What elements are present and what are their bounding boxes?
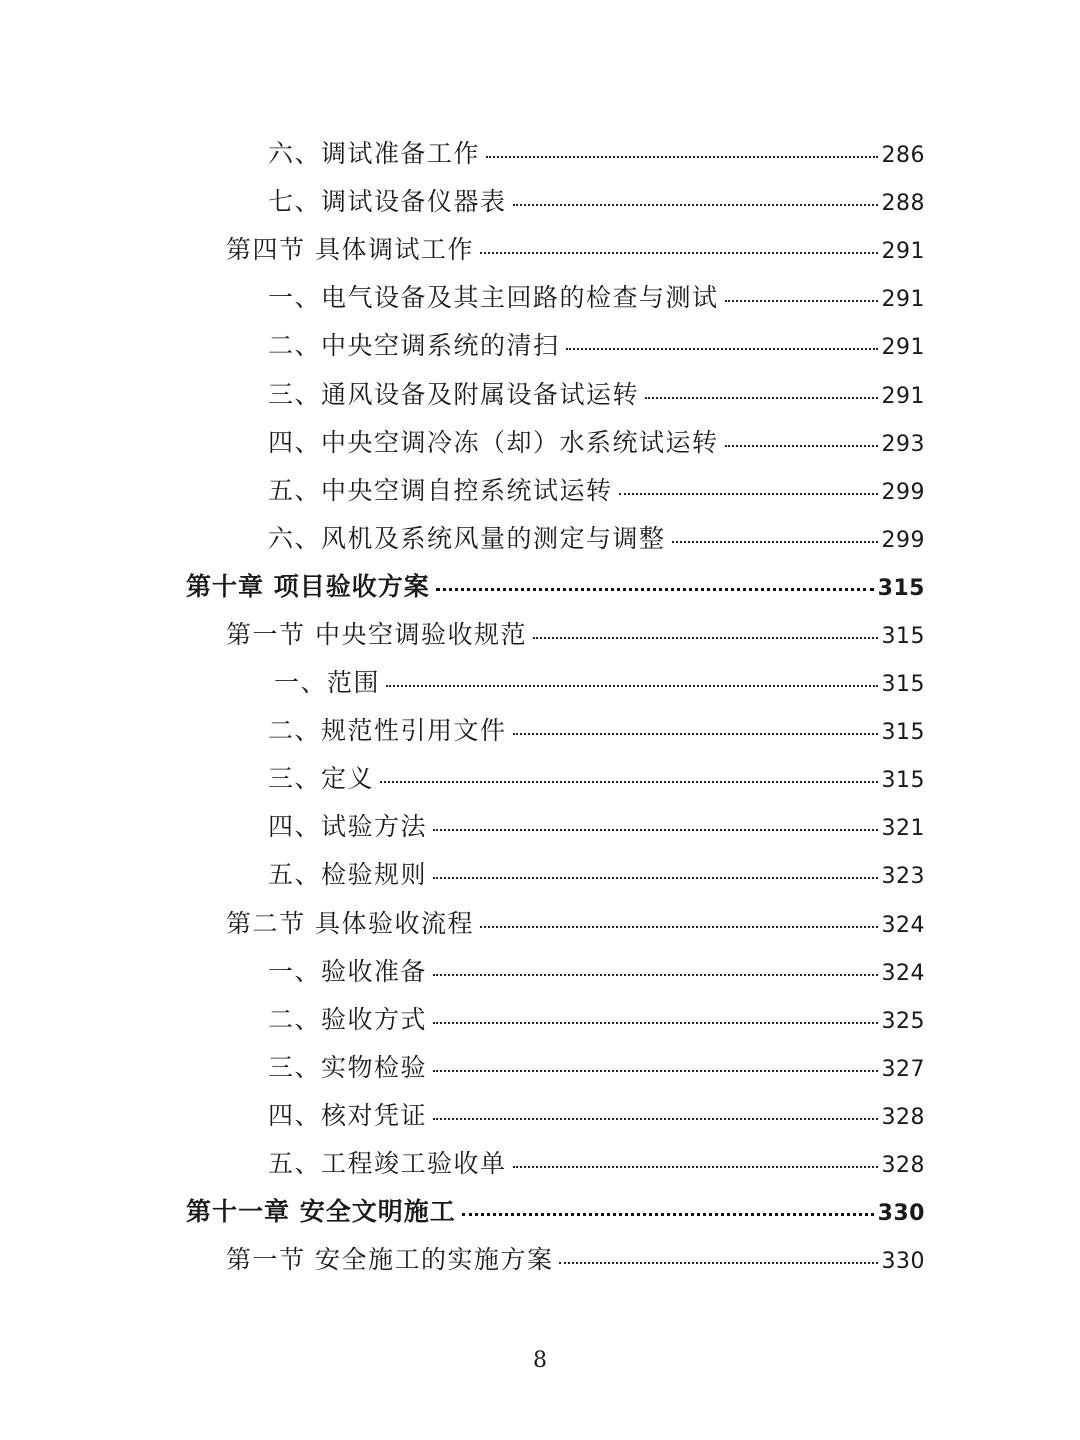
toc-entry-title: 四、中央空调冷冻（却）水系统试运转 xyxy=(268,427,719,457)
toc-section-entry[interactable] xyxy=(0,898,1080,946)
toc-section-entry[interactable] xyxy=(0,609,1080,657)
toc-entry-title: 第二节 具体验收流程 xyxy=(226,908,474,938)
toc-entry[interactable] xyxy=(0,849,1080,897)
toc-entry[interactable] xyxy=(0,417,1080,465)
toc-entry-title: 四、核对凭证 xyxy=(268,1100,428,1130)
dot-leader xyxy=(433,829,877,831)
toc-entry-page: 291 xyxy=(881,383,925,409)
dot-leader xyxy=(480,252,878,254)
toc-entry-title: 三、定义 xyxy=(268,764,375,794)
toc-entry-page: 299 xyxy=(881,527,925,553)
toc-entry-page: 324 xyxy=(881,960,925,986)
toc-entry-page: 328 xyxy=(881,1153,925,1179)
toc-entry-title: 第四节 具体调试工作 xyxy=(226,235,474,265)
dot-leader xyxy=(619,493,878,495)
toc-entry-page: 315 xyxy=(881,623,925,649)
dot-leader xyxy=(380,781,877,783)
toc-entry[interactable] xyxy=(0,368,1080,416)
toc-entry-page: 315 xyxy=(877,575,925,601)
toc-entry-title: 五、工程竣工验收单 xyxy=(268,1149,507,1179)
toc-entry[interactable] xyxy=(0,946,1080,994)
toc-entry[interactable] xyxy=(0,272,1080,320)
toc-entry-title: 二、验收方式 xyxy=(268,1004,428,1034)
toc-entry-page: 288 xyxy=(881,191,925,217)
toc-entry-page: 291 xyxy=(881,239,925,265)
dot-leader xyxy=(513,1166,878,1168)
dot-leader xyxy=(480,926,878,928)
toc-entry[interactable] xyxy=(0,128,1080,176)
toc-entry-title: 四、试验方法 xyxy=(268,812,428,842)
toc-entry-title: 六、风机及系统风量的测定与调整 xyxy=(268,523,666,553)
toc-chapter-entry[interactable] xyxy=(0,1186,1080,1234)
toc-entry[interactable] xyxy=(0,1138,1080,1186)
toc-entry-page: 286 xyxy=(881,143,925,169)
dot-leader xyxy=(433,1118,877,1120)
dot-leader xyxy=(559,1262,877,1264)
toc-entry-page: 324 xyxy=(881,912,925,938)
dot-leader xyxy=(433,1022,877,1024)
dot-leader xyxy=(436,588,874,591)
toc-entry-page: 327 xyxy=(881,1056,925,1082)
dot-leader xyxy=(433,877,877,879)
toc-entry[interactable] xyxy=(0,657,1080,705)
toc-entry-title: 三、通风设备及附属设备试运转 xyxy=(268,379,640,409)
dot-leader xyxy=(725,445,878,447)
toc-entry[interactable] xyxy=(0,465,1080,513)
toc-entry-title: 第一节 安全施工的实施方案 xyxy=(226,1245,554,1275)
toc-entry-title: 五、检验规则 xyxy=(268,860,428,890)
toc-entry-page: 299 xyxy=(881,479,925,505)
dot-leader xyxy=(513,204,878,206)
toc-entry-page: 315 xyxy=(881,768,925,794)
toc-entry-title: 六、调试准备工作 xyxy=(268,139,481,169)
toc-entry-title: 一、范围 xyxy=(274,668,381,698)
toc-entry[interactable] xyxy=(0,1090,1080,1138)
toc-entry[interactable] xyxy=(0,320,1080,368)
toc-entry-title: 第一节 中央空调验收规范 xyxy=(226,619,527,649)
toc-entry[interactable] xyxy=(0,176,1080,224)
dot-leader xyxy=(486,156,877,158)
dot-leader xyxy=(386,685,877,687)
toc-entry-title: 一、验收准备 xyxy=(268,956,428,986)
toc-entry-title: 第十章 项目验收方案 xyxy=(186,571,430,601)
toc-entry-title: 三、实物检验 xyxy=(268,1052,428,1082)
toc-section-entry[interactable] xyxy=(0,1234,1080,1282)
toc-entry-page: 315 xyxy=(881,672,925,698)
toc-entry-page: 330 xyxy=(881,1249,925,1275)
toc-entry-title: 二、中央空调系统的清扫 xyxy=(268,331,560,361)
dot-leader xyxy=(672,541,878,543)
toc-section-entry[interactable] xyxy=(0,224,1080,272)
dot-leader xyxy=(433,1070,877,1072)
dot-leader xyxy=(513,733,878,735)
toc-entry[interactable] xyxy=(0,994,1080,1042)
toc-entry-page: 330 xyxy=(877,1201,925,1227)
toc-entry[interactable] xyxy=(0,753,1080,801)
toc-entry[interactable] xyxy=(0,1042,1080,1090)
toc-entry[interactable] xyxy=(0,801,1080,849)
toc-entry-title: 七、调试设备仪器表 xyxy=(268,187,507,217)
dot-leader xyxy=(433,974,877,976)
dot-leader xyxy=(725,300,878,302)
dot-leader xyxy=(462,1213,874,1216)
toc-entry-title: 一、电气设备及其主回路的检查与测试 xyxy=(268,283,719,313)
toc-entry-page: 291 xyxy=(881,287,925,313)
toc-chapter-entry[interactable] xyxy=(0,561,1080,609)
toc-entry-page: 293 xyxy=(881,431,925,457)
toc-entry-page: 328 xyxy=(881,1104,925,1130)
toc-entry-page: 315 xyxy=(881,720,925,746)
toc-entry[interactable] xyxy=(0,513,1080,561)
toc-entry-page: 325 xyxy=(881,1008,925,1034)
dot-leader xyxy=(645,397,877,399)
toc-entry[interactable] xyxy=(0,705,1080,753)
toc-entry-page: 323 xyxy=(881,864,925,890)
toc-entry-page: 291 xyxy=(881,335,925,361)
toc-entry-page: 321 xyxy=(881,816,925,842)
dot-leader xyxy=(566,348,878,350)
toc-entry-title: 第十一章 安全文明施工 xyxy=(186,1197,456,1227)
dot-leader xyxy=(533,637,878,639)
page-number: 8 xyxy=(533,1348,547,1373)
table-of-contents xyxy=(0,128,1080,1282)
toc-entry-title: 二、规范性引用文件 xyxy=(268,716,507,746)
toc-entry-title: 五、中央空调自控系统试运转 xyxy=(268,475,613,505)
